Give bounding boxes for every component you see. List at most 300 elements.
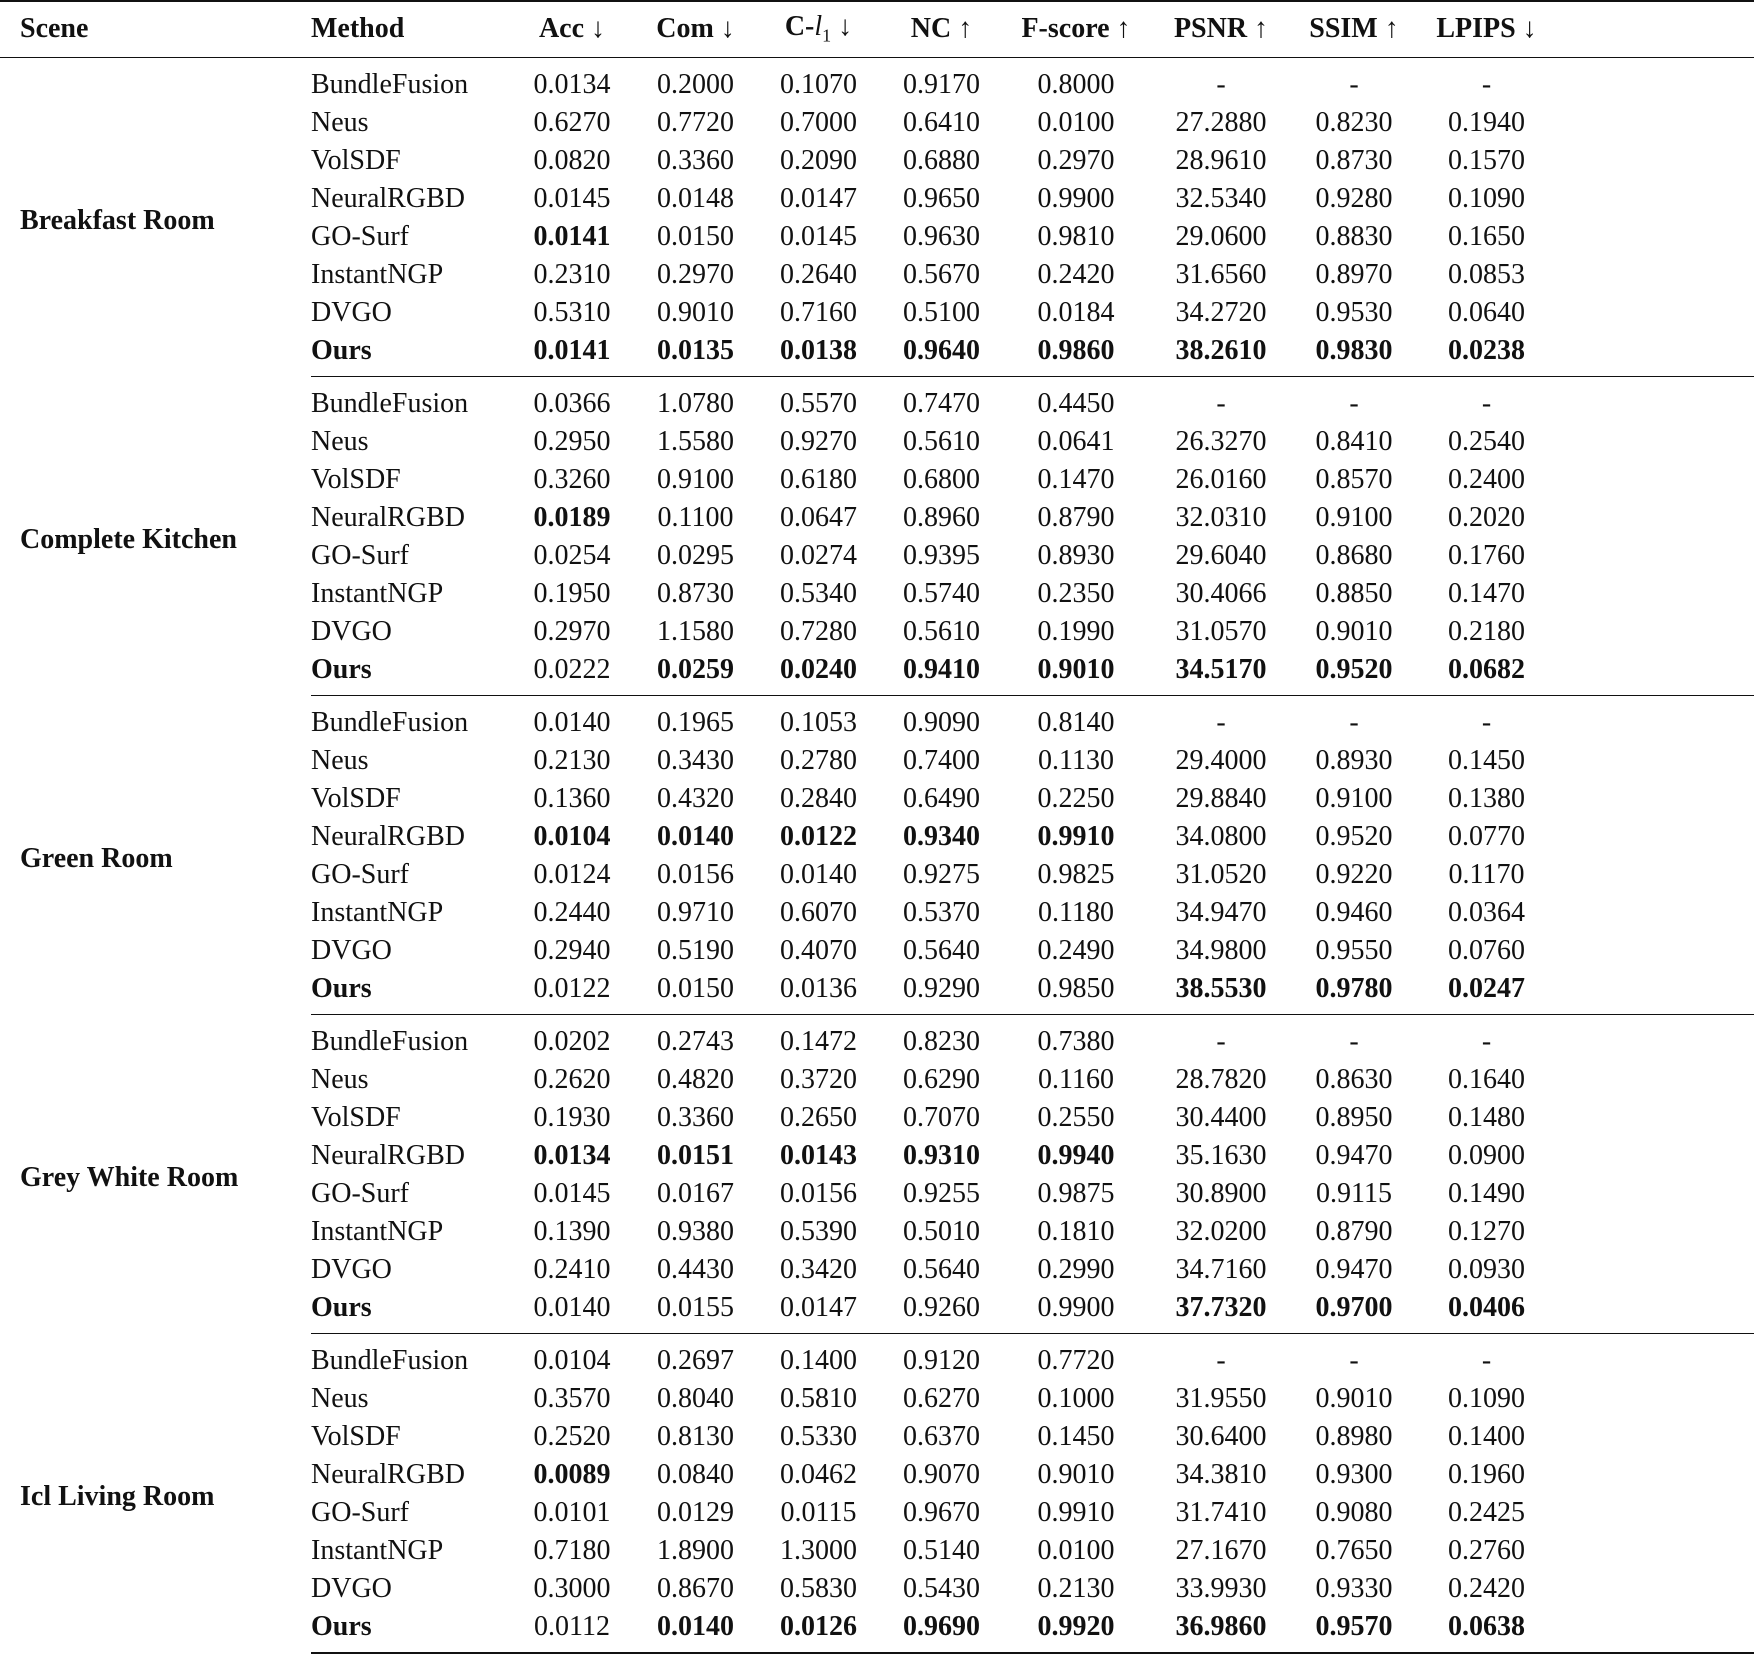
fscore-cell: 0.9860 [1003,332,1149,377]
lpips-cell: 0.1940 [1448,106,1525,138]
lpips-cell: 0.1650 [1448,220,1525,252]
header-cl1-prefix: C- [784,11,815,43]
fscore-cell: 0.8930 [1037,539,1115,571]
fscore-cell: 0.4450 [1037,387,1115,419]
psnr-cell: 26.0160 [1175,463,1267,495]
header-cl1-sub: 1 [822,26,832,47]
lpips-cell: 0.2760 [1448,1534,1525,1566]
com-cell: 0.0148 [657,182,734,214]
fscore-cell: 0.1990 [1037,615,1115,647]
method-cell: VolSDF [311,463,401,495]
spacer-cell [1558,856,1754,894]
psnr-cell: 35.1630 [1175,1139,1267,1171]
ssim-cell: 0.9700 [1293,1289,1415,1334]
ssim-cell: 0.8980 [1315,1420,1393,1452]
nc-cell: 0.5670 [903,258,980,290]
lpips-cell: 0.1640 [1448,1063,1525,1095]
method-cell: NeuralRGBD [311,182,465,214]
nc-cell: 0.9275 [903,858,980,890]
ssim-cell: 0.8570 [1315,463,1393,495]
nc-cell: 0.7400 [903,744,980,776]
method-cell: Neus [311,106,369,138]
psnr-cell: 34.2720 [1175,296,1267,328]
cl1-cell: 0.0147 [780,182,857,214]
acc-cell: 0.0140 [533,706,611,738]
method-cell: Neus [311,425,369,457]
ssim-cell: 0.9300 [1315,1458,1393,1490]
cl1-cell: 0.1472 [780,1025,857,1057]
spacer-cell [1558,1380,1754,1418]
ssim-cell: 0.9080 [1315,1496,1393,1528]
acc-cell: 0.2130 [533,744,611,776]
nc-cell: 0.9260 [880,1289,1003,1334]
psnr-cell: 29.6040 [1175,539,1267,571]
spacer-cell [1558,332,1754,377]
acc-cell: 0.0122 [510,970,634,1015]
lpips-cell: 0.2420 [1448,1572,1525,1604]
cl1-cell: 0.6180 [780,463,857,495]
com-cell: 0.2697 [657,1344,734,1376]
psnr-cell: 29.8840 [1175,782,1267,814]
ssim-cell: - [1349,706,1359,738]
header-fscore: F-score ↑ [1003,1,1149,57]
acc-cell: 0.0202 [533,1025,611,1057]
header-scene: Scene [0,1,311,57]
nc-cell: 0.5370 [903,896,980,928]
spacer-cell [1558,256,1754,294]
scene-label: Grey White Room [20,1161,239,1193]
psnr-cell: 38.5530 [1149,970,1293,1015]
nc-cell: 0.8960 [903,501,980,533]
header-spacer [1558,1,1754,57]
com-cell: 0.4320 [657,782,734,814]
cl1-cell: 1.3000 [780,1534,857,1566]
spacer-cell [1558,1532,1754,1570]
acc-cell: 0.5310 [533,296,611,328]
ssim-cell: 0.8410 [1315,425,1393,457]
lpips-cell: 0.0238 [1415,332,1558,377]
fscore-cell: 0.2130 [1037,1572,1115,1604]
psnr-cell: 31.6560 [1175,258,1267,290]
method-cell: Ours [311,651,510,696]
cl1-cell: 0.5810 [780,1382,857,1414]
method-cell: GO-Surf [311,1496,409,1528]
cl1-cell: 0.0122 [780,820,857,852]
com-cell: 0.0140 [657,820,734,852]
acc-cell: 0.2950 [533,425,611,457]
lpips-cell: 0.2180 [1448,615,1525,647]
fscore-cell: 0.1160 [1038,1063,1114,1095]
scene-label: Breakfast Room [20,204,215,236]
cl1-cell: 0.5390 [780,1215,857,1247]
ssim-cell: 0.9010 [1315,615,1393,647]
nc-cell: 0.5640 [903,934,980,966]
method-cell: GO-Surf [311,1177,409,1209]
cl1-cell: 0.1070 [780,68,857,100]
psnr-cell: - [1216,1344,1226,1376]
acc-cell: 0.1930 [533,1101,611,1133]
fscore-cell: 0.9900 [1003,1289,1149,1334]
acc-cell: 0.0112 [510,1608,634,1653]
com-cell: 0.8130 [657,1420,734,1452]
fscore-cell: 0.8140 [1037,706,1115,738]
nc-cell: 0.5740 [903,577,980,609]
ssim-cell: 0.7650 [1315,1534,1393,1566]
ssim-cell: 0.9100 [1315,782,1393,814]
com-cell: 0.2000 [657,68,734,100]
cl1-cell: 0.5340 [780,577,857,609]
acc-cell: 0.0140 [510,1289,634,1334]
nc-cell: 0.5610 [903,425,980,457]
acc-cell: 0.0134 [533,1139,611,1171]
lpips-cell: 0.0853 [1448,258,1525,290]
method-cell: Ours [311,970,510,1015]
lpips-cell: 0.0930 [1448,1253,1525,1285]
fscore-cell: 0.8000 [1037,68,1115,100]
acc-cell: 0.0141 [533,220,611,252]
method-cell: BundleFusion [311,1344,469,1376]
nc-cell: 0.9310 [903,1139,980,1171]
ssim-cell: 0.8730 [1315,144,1393,176]
lpips-cell: 0.1480 [1448,1101,1525,1133]
method-cell: GO-Surf [311,220,409,252]
ssim-cell: 0.8230 [1315,106,1393,138]
nc-cell: 0.9090 [903,706,980,738]
fscore-cell: 0.0100 [1037,1534,1115,1566]
cl1-cell: 0.7280 [780,615,857,647]
scene-group [0,1333,1754,1653]
fscore-cell: 0.1470 [1037,463,1115,495]
psnr-cell: 28.7820 [1175,1063,1267,1095]
nc-cell: 0.9255 [903,1177,980,1209]
fscore-cell: 0.9900 [1037,182,1115,214]
acc-cell: 0.3570 [533,1382,611,1414]
nc-cell: 0.9640 [880,332,1003,377]
psnr-cell: 32.0310 [1175,501,1267,533]
cl1-cell: 0.0240 [757,651,880,696]
method-cell: Ours [311,1289,510,1334]
fscore-cell: 0.2350 [1037,577,1115,609]
com-cell: 0.0129 [657,1496,734,1528]
fscore-cell: 0.7380 [1037,1025,1115,1057]
header-psnr: PSNR ↑ [1149,1,1293,57]
lpips-cell: 0.0247 [1415,970,1558,1015]
spacer-cell [1558,1494,1754,1532]
fscore-cell: 0.2420 [1037,258,1115,290]
method-cell: Ours [311,332,510,377]
lpips-cell: 0.2540 [1448,425,1525,457]
lpips-cell: 0.0682 [1415,651,1558,696]
nc-cell: 0.5100 [903,296,980,328]
acc-cell: 0.0104 [533,1344,611,1376]
lpips-cell: 0.0640 [1448,296,1525,328]
nc-cell: 0.6880 [903,144,980,176]
com-cell: 0.0135 [634,332,757,377]
fscore-cell: 0.9850 [1003,970,1149,1015]
method-cell: NeuralRGBD [311,1139,465,1171]
fscore-cell: 0.9910 [1037,1496,1115,1528]
ssim-cell: 0.9470 [1315,1139,1393,1171]
acc-cell: 0.1390 [533,1215,611,1247]
spacer-cell [1558,142,1754,180]
scene-group [0,1014,1754,1333]
spacer-cell [1558,1061,1754,1099]
lpips-cell: 0.1400 [1448,1420,1525,1452]
psnr-cell: - [1216,1025,1226,1057]
acc-cell: 0.2520 [533,1420,611,1452]
nc-cell: 0.9340 [903,820,980,852]
header-nc: NC ↑ [880,1,1003,57]
psnr-cell: 33.9930 [1175,1572,1267,1604]
cl1-cell: 0.2640 [780,258,857,290]
scene-label: Complete Kitchen [20,523,237,555]
nc-cell: 0.9070 [903,1458,980,1490]
ssim-cell: 0.9520 [1293,651,1415,696]
ssim-cell: 0.8830 [1315,220,1393,252]
lpips-cell: 0.1090 [1448,182,1525,214]
fscore-cell: 0.7720 [1037,1344,1115,1376]
cl1-cell: 0.0126 [757,1608,880,1653]
method-cell: BundleFusion [311,68,469,100]
header-ssim: SSIM ↑ [1293,1,1415,57]
acc-cell: 0.0134 [533,68,611,100]
fscore-cell: 0.2250 [1037,782,1115,814]
spacer-cell [1558,651,1754,696]
ssim-cell: 0.9280 [1315,182,1393,214]
spacer-cell [1558,1608,1754,1653]
com-cell: 0.8040 [657,1382,734,1414]
ssim-cell: - [1349,1344,1359,1376]
cl1-cell: 0.0647 [780,501,857,533]
acc-cell: 0.2970 [533,615,611,647]
com-cell: 1.0780 [657,387,734,419]
method-cell: NeuralRGBD [311,1458,465,1490]
header-acc: Acc ↓ [510,1,634,57]
method-cell: GO-Surf [311,858,409,890]
header-cl1-arrow: ↓ [831,11,853,43]
nc-cell: 0.9690 [880,1608,1003,1653]
method-cell: VolSDF [311,1101,401,1133]
com-cell: 0.0151 [657,1139,734,1171]
cl1-cell: 0.5330 [780,1420,857,1452]
com-cell: 0.0156 [657,858,734,890]
psnr-cell: 31.0520 [1175,858,1267,890]
nc-cell: 0.7070 [903,1101,980,1133]
psnr-cell: 28.9610 [1175,144,1267,176]
lpips-cell: 0.0770 [1448,820,1525,852]
nc-cell: 0.5640 [903,1253,980,1285]
spacer-cell [1558,894,1754,932]
cl1-cell: 0.0145 [780,220,857,252]
table-row [0,1333,1754,1380]
fscore-cell: 0.1130 [1038,744,1114,776]
acc-cell: 0.1950 [533,577,611,609]
fscore-cell: 0.2970 [1037,144,1115,176]
psnr-cell: 30.8900 [1175,1177,1267,1209]
spacer-cell [1558,695,1754,742]
spacer-cell [1558,537,1754,575]
method-cell: InstantNGP [311,1215,444,1247]
ssim-cell: 0.8930 [1315,744,1393,776]
header-cl1 [757,1,880,57]
spacer-cell [1558,376,1754,423]
cl1-cell: 0.0136 [757,970,880,1015]
cl1-cell: 0.2090 [780,144,857,176]
lpips-cell: 0.0406 [1415,1289,1558,1334]
lpips-cell: 0.2020 [1448,501,1525,533]
method-cell: BundleFusion [311,387,469,419]
lpips-cell: - [1481,1025,1492,1057]
com-cell: 0.3360 [657,144,734,176]
psnr-cell: 31.7410 [1175,1496,1267,1528]
method-cell: VolSDF [311,144,401,176]
header-cl1-var: l [814,11,823,43]
acc-cell: 0.0141 [510,332,634,377]
com-cell: 0.7720 [657,106,734,138]
lpips-cell: 0.1090 [1448,1382,1525,1414]
nc-cell: 0.5140 [903,1534,980,1566]
lpips-cell: 0.1490 [1448,1177,1525,1209]
spacer-cell [1558,1175,1754,1213]
psnr-cell: 30.4400 [1175,1101,1267,1133]
lpips-cell: 0.1380 [1448,782,1525,814]
acc-cell: 0.2410 [533,1253,611,1285]
nc-cell: 0.5430 [903,1572,980,1604]
fscore-cell: 0.9920 [1003,1608,1149,1653]
method-cell: DVGO [311,296,392,328]
fscore-cell: 0.9010 [1037,1458,1115,1490]
nc-cell: 0.6800 [903,463,980,495]
ssim-cell: 0.9115 [1316,1177,1392,1209]
lpips-cell: 0.1450 [1448,744,1525,776]
cl1-cell: 0.1053 [780,706,857,738]
acc-cell: 0.2310 [533,258,611,290]
com-cell: 0.8730 [657,577,734,609]
method-cell: InstantNGP [311,896,444,928]
ssim-cell: - [1349,387,1359,419]
fscore-cell: 0.0641 [1037,425,1115,457]
spacer-cell [1558,1418,1754,1456]
nc-cell: 0.9170 [903,68,980,100]
spacer-cell [1558,970,1754,1015]
ssim-cell: 0.9100 [1315,501,1393,533]
spacer-cell [1558,1251,1754,1289]
com-cell: 0.0150 [634,970,757,1015]
table-row [0,695,1754,742]
lpips-cell: - [1481,68,1492,100]
nc-cell: 0.8230 [903,1025,980,1057]
com-cell: 1.8900 [657,1534,734,1566]
method-cell: InstantNGP [311,577,444,609]
com-cell: 1.5580 [657,425,734,457]
scene-label: Icl Living Room [20,1480,215,1512]
spacer-cell [1558,1213,1754,1251]
method-cell: InstantNGP [311,1534,444,1566]
fscore-cell: 0.0184 [1037,296,1115,328]
method-cell: BundleFusion [311,1025,469,1057]
psnr-cell: 30.6400 [1175,1420,1267,1452]
spacer-cell [1558,57,1754,104]
table-row [0,1014,1754,1061]
fscore-cell: 0.9910 [1037,820,1115,852]
cl1-cell: 0.1400 [780,1344,857,1376]
psnr-cell: 34.9470 [1175,896,1267,928]
nc-cell: 0.9395 [903,539,980,571]
spacer-cell [1558,932,1754,970]
psnr-cell: 30.4066 [1175,577,1267,609]
fscore-cell: 0.1810 [1037,1215,1115,1247]
acc-cell: 0.0820 [533,144,611,176]
cl1-cell: 0.0115 [780,1496,857,1528]
nc-cell: 0.6410 [903,106,980,138]
cl1-cell: 0.6070 [780,896,857,928]
fscore-cell: 0.0100 [1037,106,1115,138]
acc-cell: 0.0145 [533,182,611,214]
spacer-cell [1558,575,1754,613]
com-cell: 0.9100 [657,463,734,495]
com-cell: 0.2970 [657,258,734,290]
method-cell: DVGO [311,934,392,966]
com-cell: 0.0150 [657,220,734,252]
spacer-cell [1558,461,1754,499]
cl1-cell: 0.2840 [780,782,857,814]
spacer-cell [1558,613,1754,651]
cl1-cell: 0.2650 [780,1101,857,1133]
ssim-cell: 0.8850 [1315,577,1393,609]
psnr-cell: 29.4000 [1175,744,1267,776]
psnr-cell: 27.2880 [1175,106,1267,138]
cl1-cell: 0.5830 [780,1572,857,1604]
com-cell: 0.9380 [657,1215,734,1247]
spacer-cell [1558,1289,1754,1334]
ssim-cell: 0.9780 [1293,970,1415,1015]
psnr-cell: 26.3270 [1175,425,1267,457]
header-row [0,1,1754,57]
header-com: Com ↓ [634,1,757,57]
method-cell: Neus [311,1063,369,1095]
lpips-cell: 0.1270 [1448,1215,1525,1247]
psnr-cell: 34.7160 [1175,1253,1267,1285]
psnr-cell: 34.0800 [1175,820,1267,852]
lpips-cell: 0.0900 [1448,1139,1525,1171]
nc-cell: 0.6370 [903,1420,980,1452]
cl1-cell: 0.4070 [780,934,857,966]
method-cell: DVGO [311,615,392,647]
cl1-cell: 0.0156 [780,1177,857,1209]
com-cell: 0.0140 [634,1608,757,1653]
psnr-cell: 32.0200 [1175,1215,1267,1247]
spacer-cell [1558,499,1754,537]
nc-cell: 0.5610 [903,615,980,647]
psnr-cell: 34.3810 [1175,1458,1267,1490]
acc-cell: 0.0124 [533,858,611,890]
psnr-cell: 36.9860 [1149,1608,1293,1653]
nc-cell: 0.9650 [903,182,980,214]
spacer-cell [1558,780,1754,818]
lpips-cell: 0.0760 [1448,934,1525,966]
scene-label: Green Room [20,842,173,874]
com-cell: 0.0155 [634,1289,757,1334]
scene-group [0,695,1754,1014]
fscore-cell: 0.2490 [1037,934,1115,966]
com-cell: 0.0167 [657,1177,734,1209]
ssim-cell: - [1349,68,1359,100]
fscore-cell: 0.8790 [1037,501,1115,533]
cl1-cell: 0.3720 [780,1063,857,1095]
ssim-cell: 0.9530 [1315,296,1393,328]
spacer-cell [1558,1570,1754,1608]
cl1-cell: 0.2780 [780,744,857,776]
